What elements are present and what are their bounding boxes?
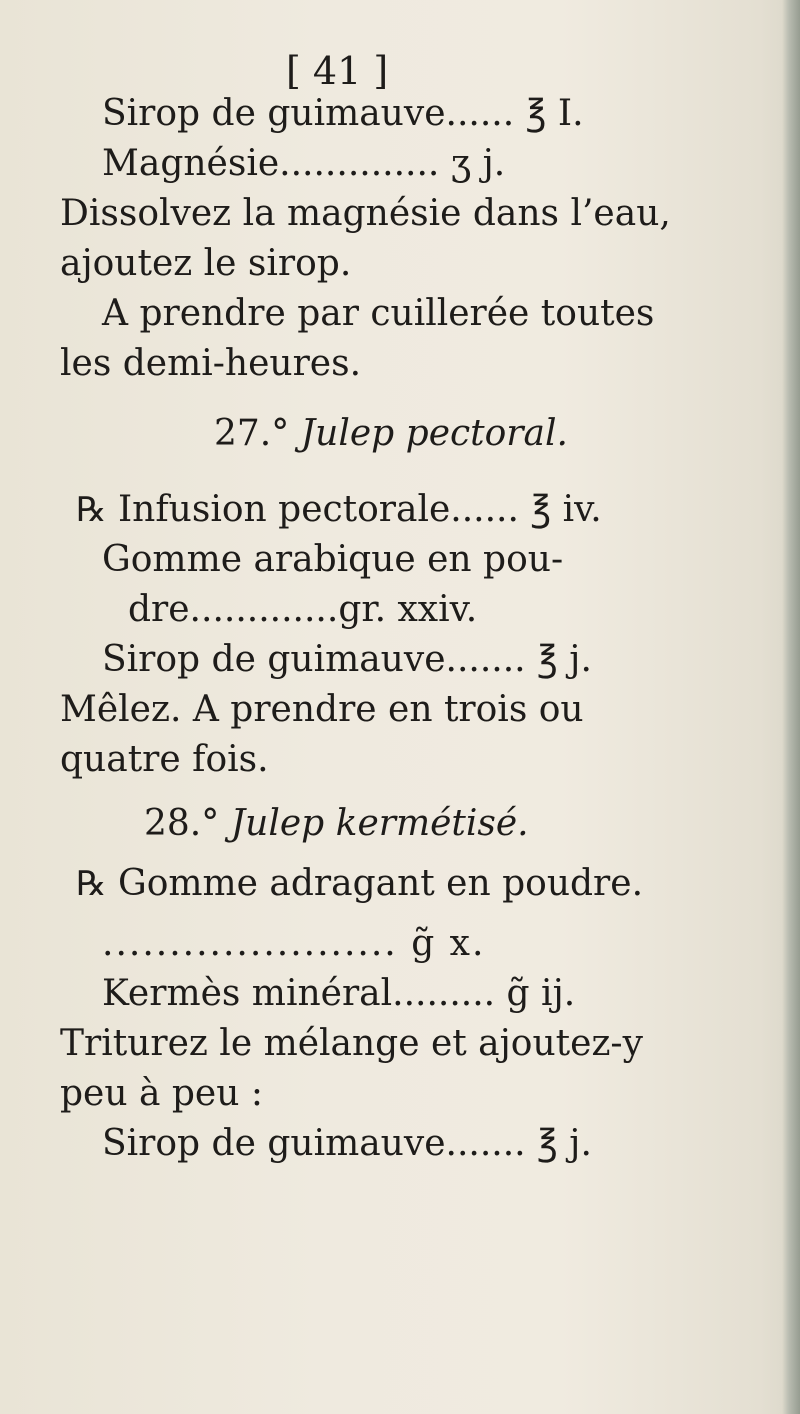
section-title: Julep kermétisé. [230,803,529,844]
recipe-symbol-icon: ℞ [76,864,107,904]
section-heading [214,413,568,454]
recipe-line [76,863,644,904]
text-line: Triturez le mélange et ajoutez-y [60,1023,643,1064]
text-line: Gomme arabique en pou- [102,539,564,580]
recipe-line [76,489,602,530]
text-line: Mêlez. A prendre en trois ou [60,689,584,730]
text-line: Sirop de guimauve....... ℥ j. [102,1123,592,1164]
page-number: [ 41 ] [286,49,389,93]
text-line: Sirop de guimauve...... ℥ I. [102,93,584,134]
page-edge-shadow [782,0,800,1414]
text-line: les demi-heures. [60,343,362,384]
text-line: Kermès minéral......... g̃ ij. [102,973,576,1014]
text-line: ...................... g̃ x. [102,923,486,964]
text-line: Dissolvez la magnésie dans l’eau, [60,193,671,234]
text-line: A prendre par cuillerée toutes [102,293,655,334]
section-heading [144,803,529,844]
recipe-text: Gomme adragant en poudre. [117,863,644,904]
recipe-symbol-icon: ℞ [76,490,107,530]
text-line: dre.............gr. xxiv. [128,589,478,630]
text-line: peu à peu : [60,1073,263,1114]
text-line: ajoutez le sirop. [60,243,352,284]
recipe-text: Infusion pectorale...... ℥ iv. [117,489,602,530]
section-number: 28.° [144,803,220,844]
section-title: Julep pectoral. [300,413,568,454]
text-line: quatre fois. [60,739,269,780]
text-line: Magnésie.............. ʒ j. [102,143,506,184]
text-line: Sirop de guimauve....... ℥ j. [102,639,592,680]
section-number: 27.° [214,413,290,454]
